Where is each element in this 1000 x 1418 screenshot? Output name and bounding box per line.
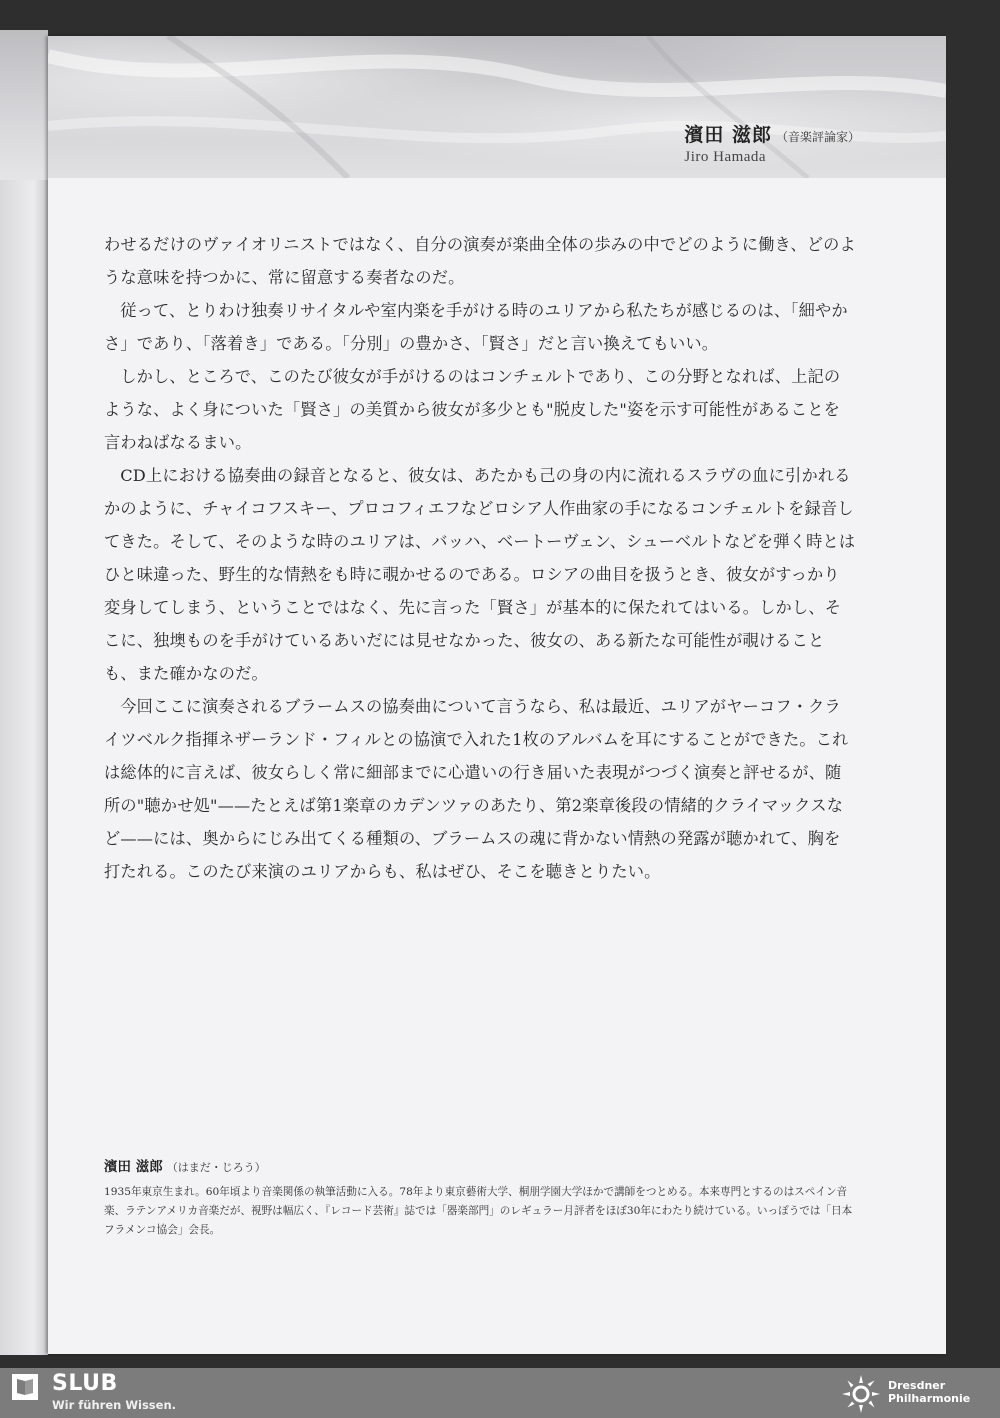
bio-heading: [104, 1155, 266, 1175]
previous-page-edge: [0, 30, 48, 1355]
author-name: 濱田 滋郎: [684, 124, 772, 146]
slub-logo-icon[interactable]: [12, 1374, 38, 1400]
partner-line-2: Philharmonie: [888, 1392, 971, 1405]
previous-page-header-band: [0, 30, 48, 180]
article-paragraph: わせるだけのヴァイオリニストではなく、自分の演奏が楽曲全体の歩みの中でどのように働き、どのような意味を持つかに、常に留意する奏者なのだ。: [104, 235, 856, 287]
bio-name: 濱田 滋郎: [104, 1159, 163, 1175]
partner-line-1: Dresdner: [888, 1379, 946, 1392]
article-paragraph: 従って、とりわけ独奏リサイタルや室内楽を手がける時のユリアから私たちが感じるのは、「細やかさ」であり、「落着き」である。「分別」の豊かさ、「賢さ」だと言い換えてもいい。: [104, 301, 848, 353]
document-page: [48, 36, 946, 1354]
article-paragraph: CD上における協奏曲の録音となると、彼女は、あたかも己の身の内に流れるスラヴの血に引かれるかのように、チャイコフスキー、プロコフィエフなどロシア人作曲家の手になるコンチェルトを録音してきた。そして、そのような時のユリアは、バッハ、ベートーヴェン、シューベルトなどを弾く時とはひと味違った、野生的な情熱をも時に覗かせるのである。ロシアの曲目を扱うとき、彼女がすっかり変身してしまう、ということではなく、先に言った「賢さ」が基本的に保たれてはいる。しかし、そこに、独墺ものを手がけているあいだには見せなかった、彼女の、ある新たな可能性が覗けることも、また確かなのだ。: [104, 466, 856, 683]
bio-text: 1935年東京生まれ。60年頃より音楽関係の執筆活動に入る。78年より東京藝術大学、桐朋学園大学ほかで講師をつとめる。本来専門とするのはスペイン音楽、ラテンアメリカ音楽だが、視野は幅広く、『レコード芸術』誌では「器楽部門」のレギュラー月評者をほぼ30年にわたり続けている。いっぽうでは「日本フラメンコ協会」会長。: [104, 1186, 853, 1236]
bio-kana: （はまだ・じろう）: [166, 1161, 266, 1174]
author-credit: [684, 120, 860, 166]
page-header-band: [48, 36, 946, 178]
slub-tagline: Wir führen Wissen.: [52, 1398, 177, 1412]
footer-bar: [0, 1368, 1000, 1418]
author-role: （音楽評論家）: [775, 130, 860, 144]
article-body: [104, 228, 856, 888]
article-paragraph: しかし、ところで、このたび彼女が手がけるのはコンチェルトであり、この分野となれば、上記のような、よく身についた「賢さ」の美質から彼女が多少とも"脱皮した"姿を示す可能性があることを言わねばなるまい。: [104, 367, 841, 452]
author-roman-name: Jiro Hamada: [684, 149, 767, 165]
dresdner-philharmonie-text[interactable]: [888, 1379, 970, 1405]
dresdner-philharmonie-logo-icon[interactable]: [840, 1373, 882, 1415]
article-paragraph: 今回ここに演奏されるブラームスの協奏曲について言うなら、私は最近、ユリアがヤーコフ・クライツベルク指揮ネザーランド・フィルとの協演で入れた1枚のアルバムを耳にすることができた。これは総体的に言えば、彼女らしく常に細部までに心遣いの行き届いた表現がつづく演奏と評せるが、随所の"聴かせ処"——たとえば第1楽章のカデンツァのあたり、第2楽章後段の情緒的クライマックスなど——には、奥からにじみ出てくる種類の、ブラームスの魂に背かない情熱の発露が聴かれて、胸を打たれる。このたび来演のユリアからも、私はぜひ、そこを聴きとりたい。: [104, 697, 849, 881]
slub-logo-text[interactable]: SLUB: [52, 1371, 118, 1396]
